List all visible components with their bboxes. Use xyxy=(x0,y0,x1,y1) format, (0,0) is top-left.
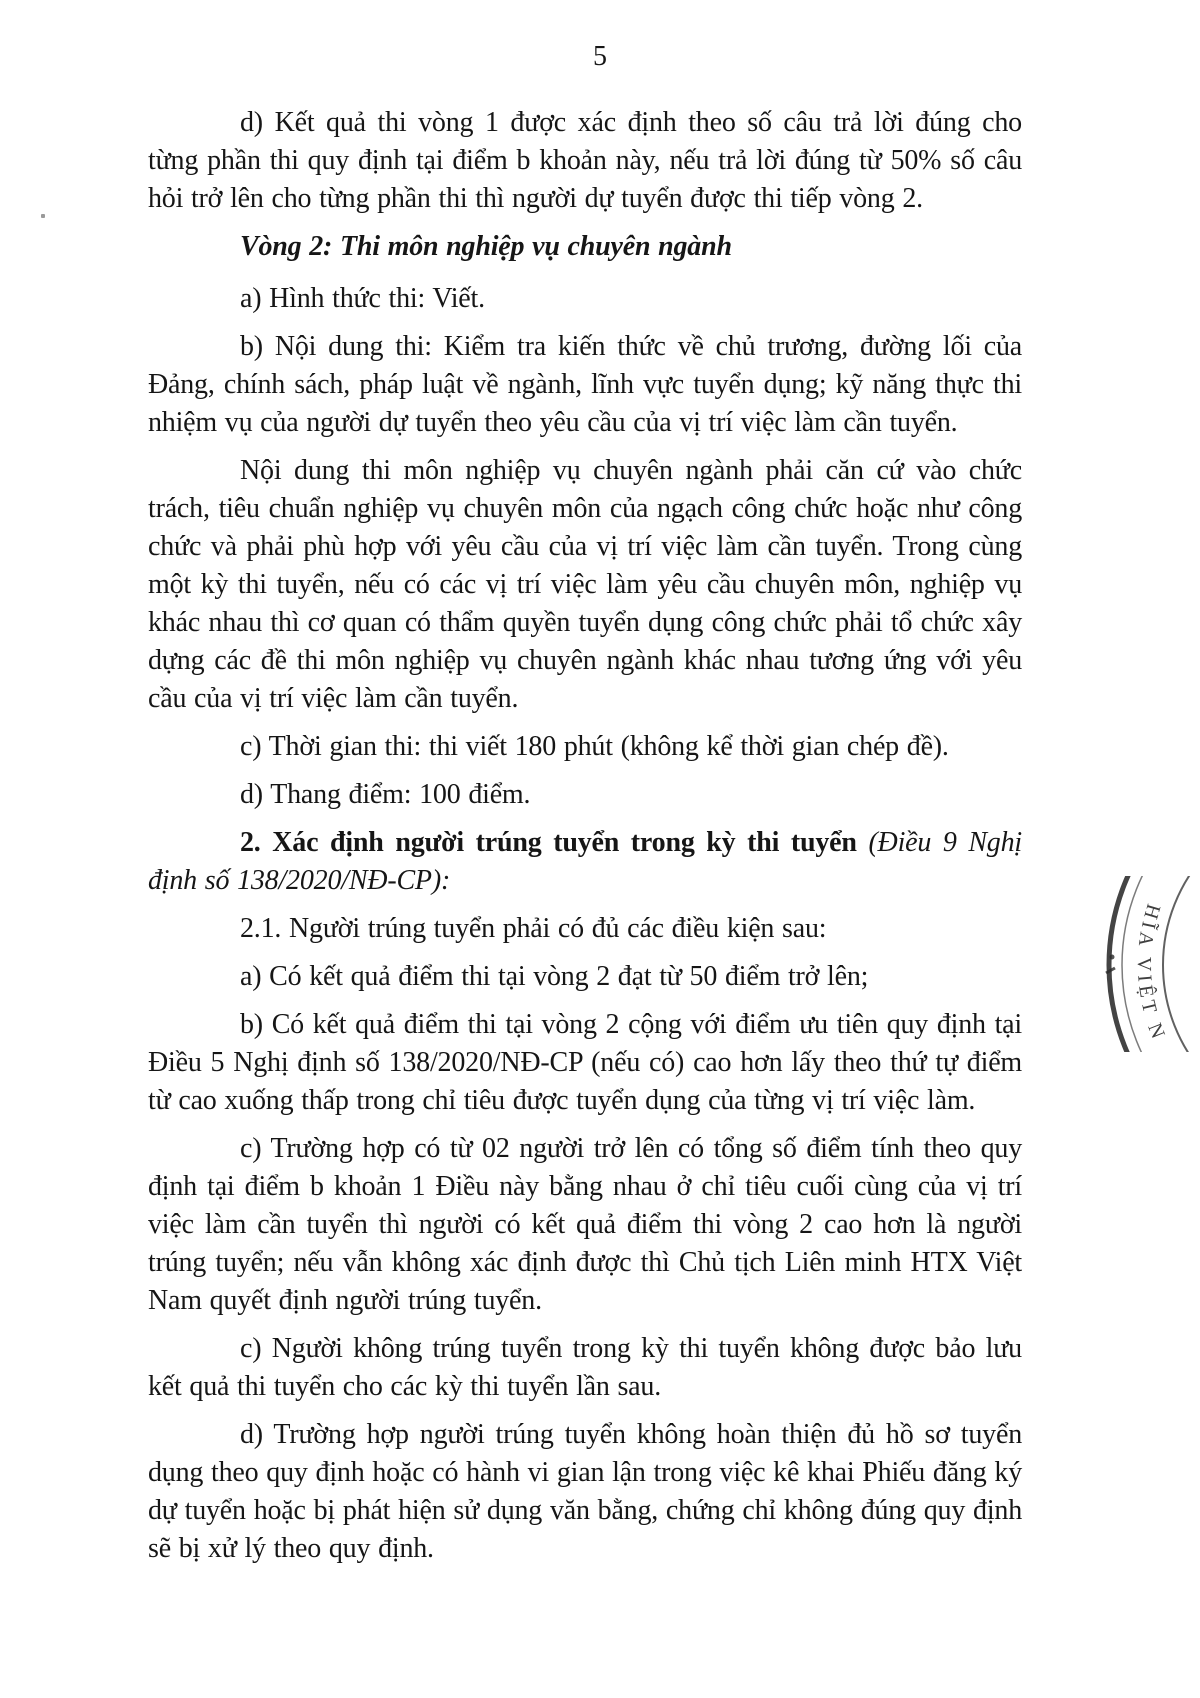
paragraph-exam-time: c) Thời gian thi: thi viết 180 phút (không kể thời gian chép đề). xyxy=(240,731,949,762)
paragraph-round1-result: d) Kết quả thi vòng 1 được xác định theo số câu trả lời đúng cho từng phần thi quy định tại điểm b khoản này, nếu trả lời đúng từ 50% số câu hỏi trở lên cho từng phần thi thì người dự tuyển được thi tiếp vòng 2. xyxy=(148,107,1022,214)
circular-stamp-partial xyxy=(1062,876,1200,1052)
paragraph-2-1-c-noreserve: c) Người không trúng tuyển trong kỳ thi tuyển không được bảo lưu kết quả thi tuyển cho các kỳ thi tuyển lần sau. xyxy=(148,1333,1022,1402)
paragraph-2-1-d-violation: d) Trường hợp người trúng tuyển không hoàn thiện đủ hồ sơ tuyển dụng theo quy định hoặc có hành vi gian lận trong việc kê khai Phiếu đăng ký dự tuyển hoặc bị phát hiện sử dụng văn bằng, chứng chỉ không đúng quy định sẽ bị xử lý theo quy định. xyxy=(148,1419,1022,1564)
paragraph-exam-format: a) Hình thức thi: Viết. xyxy=(240,283,485,314)
document-body xyxy=(148,104,1022,1578)
paragraph-score-scale: d) Thang điểm: 100 điểm. xyxy=(240,779,531,810)
paragraph-2-1: 2.1. Người trúng tuyển phải có đủ các điều kiện sau: xyxy=(240,913,827,944)
heading-section2-title: 2. Xác định người trúng tuyển trong kỳ thi tuyển xyxy=(240,827,857,858)
heading-round2: Vòng 2: Thi môn nghiệp vụ chuyên ngành xyxy=(240,231,732,262)
heading-section2-citation: (Điều 9 Nghị định số 138/2020/NĐ-CP): xyxy=(148,827,1022,896)
paragraph-2-1-b: b) Có kết quả điểm thi tại vòng 2 cộng với điểm ưu tiên quy định tại Điều 5 Nghị định số 138/2020/NĐ-CP (nếu có) cao hơn lấy theo thứ tự điểm từ cao xuống thấp trong chỉ tiêu được tuyển dụng của từng vị trí việc làm. xyxy=(148,1009,1022,1116)
paragraph-2-1-c-tie: c) Trường hợp có từ 02 người trở lên có tổng số điểm tính theo quy định tại điểm b khoản 1 Điều này bằng nhau ở chỉ tiêu cuối cùng của vị trí việc làm cần tuyển thì người có kết quả điểm thi vòng 2 cao hơn là người trúng tuyển; nếu vẫn không xác định được thì Chủ tịch Liên minh HTX Việt Nam quyết định người trúng tuyển. xyxy=(148,1133,1022,1316)
paragraph-2-1-a: a) Có kết quả điểm thi tại vòng 2 đạt từ 50 điểm trở lên; xyxy=(240,961,869,992)
heading-section2 xyxy=(148,824,1022,900)
scan-artifact-dot xyxy=(41,214,45,218)
stamp-arc-text: HĨA VIỆT N xyxy=(1132,901,1171,1046)
paragraph-exam-subject: b) Nội dung thi: Kiểm tra kiến thức về chủ trương, đường lối của Đảng, chính sách, pháp luật về ngành, lĩnh vực tuyển dụng; kỹ năng thực thi nhiệm vụ của người dự tuyển theo yêu cầu của vị trí việc làm cần tuyển. xyxy=(148,331,1022,438)
page-number: 5 xyxy=(593,41,607,72)
paragraph-exam-subject-detail: Nội dung thi môn nghiệp vụ chuyên ngành phải căn cứ vào chức trách, tiêu chuẩn nghiệp vụ chuyên môn của ngạch công chức hoặc như công chức và phải phù hợp với yêu cầu của vị trí việc làm cần tuyển. Trong cùng một kỳ thi tuyển, nếu có các vị trí việc làm yêu cầu chuyên môn, nghiệp vụ khác nhau thì cơ quan có thẩm quyền tuyển dụng công chức phải tổ chức xây dựng các đề thi môn nghiệp vụ chuyên ngành khác nhau tương ứng với yêu cầu của vị trí việc làm cần tuyển. xyxy=(148,455,1022,714)
